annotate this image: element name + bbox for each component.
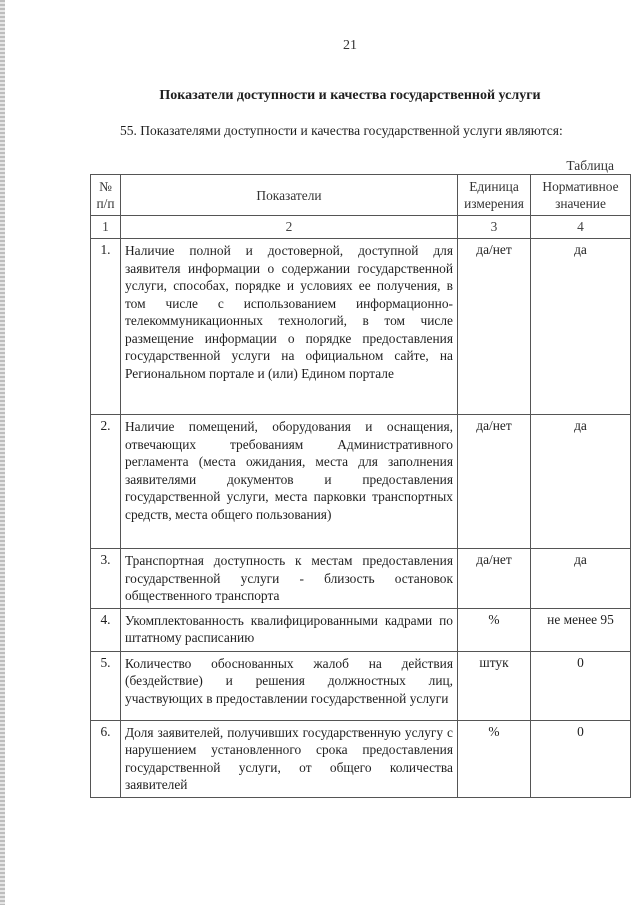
column-number: 1 bbox=[91, 216, 121, 239]
table-row bbox=[91, 651, 631, 720]
row-number: 6. bbox=[91, 720, 121, 797]
header-num: № п/п bbox=[91, 175, 121, 216]
page-number: 21 bbox=[343, 38, 357, 53]
table-row bbox=[91, 720, 631, 797]
row-unit: да/нет bbox=[458, 549, 531, 609]
row-indicator: Количество обоснованных жалоб на действия (бездействие) и решения должностных лиц, участвующих в предоставлении государственной услуги bbox=[121, 651, 458, 720]
row-indicator: Укомплектованность квалифицированными кадрами по штатному расписанию bbox=[121, 608, 458, 651]
column-number-row bbox=[91, 216, 631, 239]
row-value: не менее 95 bbox=[531, 608, 631, 651]
table-row bbox=[91, 549, 631, 609]
table-caption: Таблица bbox=[566, 158, 614, 173]
row-indicator: Наличие помещений, оборудования и оснащения, отвечающих требованиям Административного регламента (места ожидания, места для заполнения заявителями документов и предоставления государственной услуги, места парковки транспортных средств, места общего пользования) bbox=[121, 415, 458, 549]
row-unit: да/нет bbox=[458, 239, 531, 415]
table-row bbox=[91, 608, 631, 651]
row-unit: % bbox=[458, 608, 531, 651]
row-number: 5. bbox=[91, 651, 121, 720]
row-unit: да/нет bbox=[458, 415, 531, 549]
section-heading: Показатели доступности и качества государственной услуги bbox=[159, 88, 541, 103]
row-indicator: Транспортная доступность к местам предоставления государственной услуги - близость остановок общественного транспорта bbox=[121, 549, 458, 609]
intro-paragraph: 55. Показателями доступности и качества государственной услуги являются: bbox=[120, 123, 563, 138]
row-value: да bbox=[531, 239, 631, 415]
table-row bbox=[91, 239, 631, 415]
scan-edge bbox=[0, 0, 5, 905]
table-row bbox=[91, 415, 631, 549]
row-value: да bbox=[531, 549, 631, 609]
header-value: Нормативное значение bbox=[531, 175, 631, 216]
row-indicator: Наличие полной и достоверной, доступной для заявителя информации о содержании государственной услуги, способах, порядке и условиях ее получения, в том числе с использованием информационно-телекоммуникационных технологий, в том числе размещение информации о порядке предоставления государственной услуги на официальном сайте, на Региональном портале и (или) Едином портале bbox=[121, 239, 458, 415]
row-value: да bbox=[531, 415, 631, 549]
column-number: 2 bbox=[121, 216, 458, 239]
row-number: 1. bbox=[91, 239, 121, 415]
row-unit: штук bbox=[458, 651, 531, 720]
header-unit: Единица измерения bbox=[458, 175, 531, 216]
row-value: 0 bbox=[531, 720, 631, 797]
column-number: 3 bbox=[458, 216, 531, 239]
table-header-row bbox=[91, 175, 631, 216]
indicators-table bbox=[90, 174, 631, 798]
row-indicator: Доля заявителей, получивших государственную услугу с нарушением установленного срока предоставления государственной услуги, от общего количества заявителей bbox=[121, 720, 458, 797]
header-indicator: Показатели bbox=[121, 175, 458, 216]
row-unit: % bbox=[458, 720, 531, 797]
row-number: 4. bbox=[91, 608, 121, 651]
row-value: 0 bbox=[531, 651, 631, 720]
row-number: 2. bbox=[91, 415, 121, 549]
column-number: 4 bbox=[531, 216, 631, 239]
row-number: 3. bbox=[91, 549, 121, 609]
